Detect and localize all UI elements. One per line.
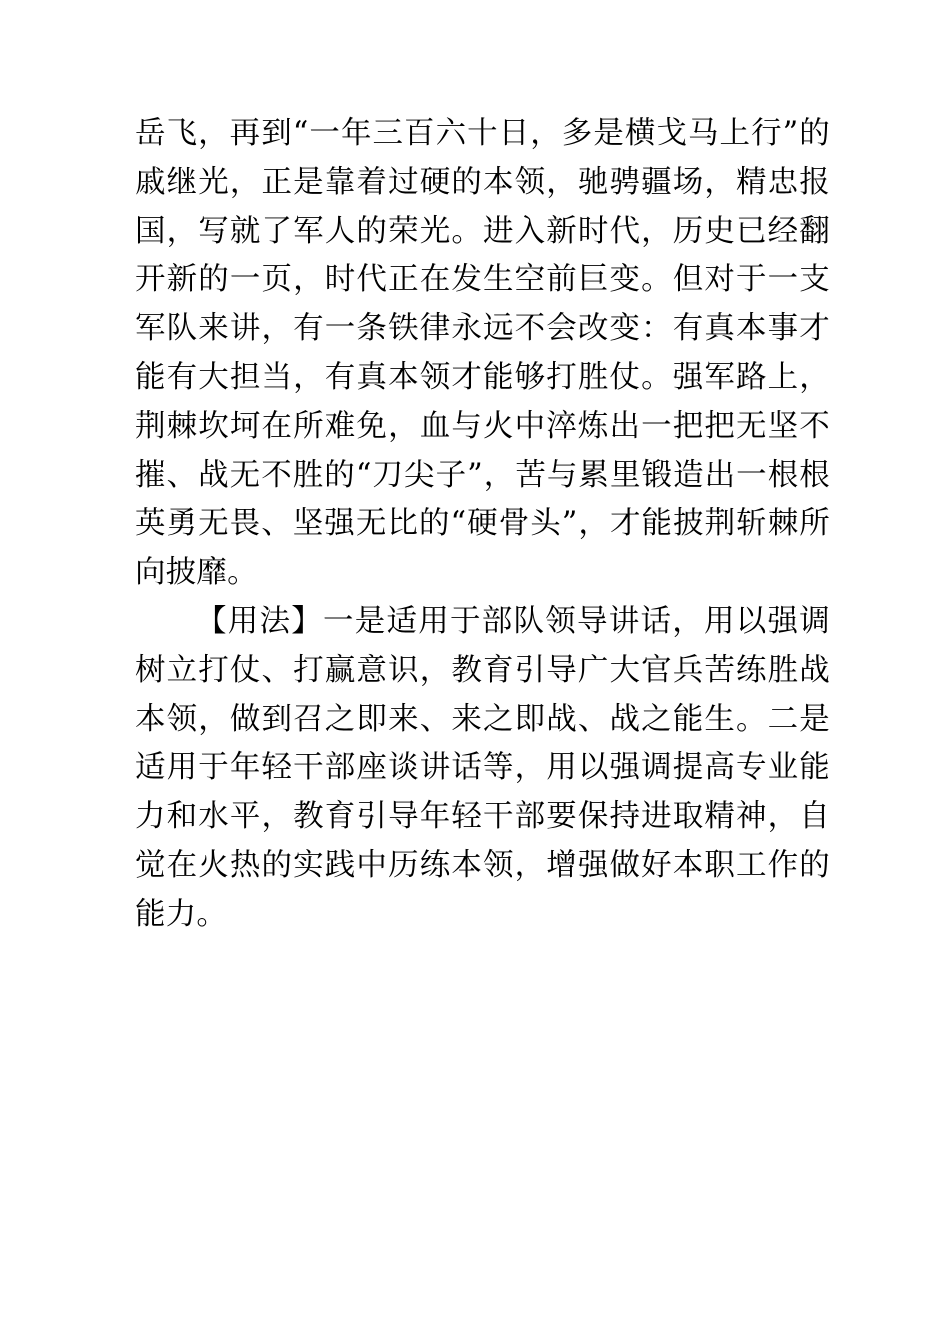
paragraph-1: 岳飞，再到“一年三百六十日，多是横戈马上行”的戚继光，正是靠着过硬的本领，驰骋疆场，精忠报国，写就了军人的荣光。进入新时代，历史已经翻开新的一页，时代正在发生空前巨变。但对于一支军队来讲，有一条铁律永远不会改变：有真本事才能有大担当，有真本领才能够打胜仗。强军路上，荆棘坎坷在所难免，血与火中淬炼出一把把无坚不摧、战无不胜的“刀尖子”，苦与累里锻造出一根根英勇无畏、坚强无比的“硬骨头”，才能披荆斩棘所向披靡。 xyxy=(135,116,830,591)
paragraph-2-usage: 【用法】一是适用于部队领导讲话，用以强调树立打仗、打赢意识，教育引导广大官兵苦练胜战本领，做到召之即来、来之即战、战之能生。二是适用于年轻干部座谈讲话等，用以强调提高专业能力和水平，教育引导年轻干部要保持进取精神，自觉在火热的实践中历练本领，增强做好本职工作的能力。 xyxy=(135,603,830,932)
document-body xyxy=(135,110,830,940)
